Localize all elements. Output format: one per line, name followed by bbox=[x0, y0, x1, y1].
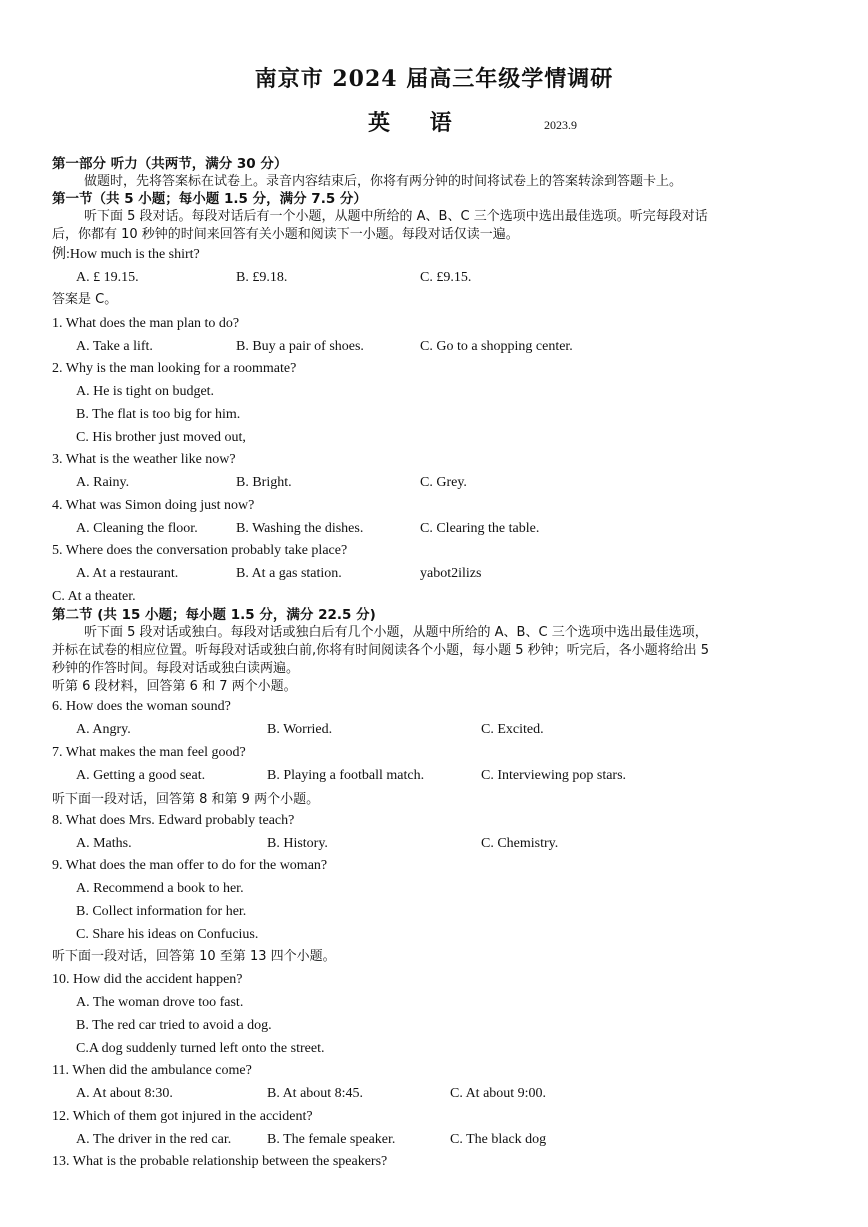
q5-option-a: A. At a restaurant. bbox=[76, 566, 179, 581]
question-3: 3. What is the weather like now? bbox=[52, 452, 236, 467]
part1-heading: 第一部分 听力（共两节，满分 30 分） bbox=[52, 156, 288, 172]
example-option-a: A. £ 19.15. bbox=[76, 270, 139, 285]
example-option-b: B. £9.18. bbox=[236, 270, 288, 285]
section2-instruction-line2: 并标在试卷的相应位置。听每段对话或独白前,你将有时间阅读各个小题，每小题 5 秒钟；听完后，各小题将给出 5 bbox=[52, 643, 710, 658]
q6-option-b: B. Worried. bbox=[267, 722, 333, 737]
q6-option-a: A. Angry. bbox=[76, 722, 131, 737]
q8-option-a: A. Maths. bbox=[76, 836, 132, 851]
question-8: 8. What does Mrs. Edward probably teach? bbox=[52, 813, 295, 828]
question-9: 9. What does the man offer to do for the woman? bbox=[52, 858, 328, 873]
q9-option-b: B. Collect information for her. bbox=[76, 904, 247, 919]
q5-stray-mark: yabot2ilizs bbox=[420, 566, 482, 581]
q10-option-a: A. The woman drove too fast. bbox=[76, 995, 244, 1010]
question-6: 6. How does the woman sound? bbox=[52, 699, 231, 714]
example-option-c: C. £9.15. bbox=[420, 270, 472, 285]
q11-option-a: A. At about 8:30. bbox=[76, 1086, 173, 1101]
q4-option-c: C. Clearing the table. bbox=[420, 521, 540, 536]
q4-option-b: B. Washing the dishes. bbox=[236, 521, 364, 536]
q10-option-b: B. The red car tried to avoid a dog. bbox=[76, 1018, 272, 1033]
q5-option-b: B. At a gas station. bbox=[236, 566, 342, 581]
question-10: 10. How did the accident happen? bbox=[52, 972, 243, 987]
q12-option-b: B. The female speaker. bbox=[267, 1132, 396, 1147]
q9-option-a: A. Recommend a book to her. bbox=[76, 881, 244, 896]
example-question: 例:How much is the shirt? bbox=[52, 247, 200, 262]
question-2: 2. Why is the man looking for a roommate? bbox=[52, 361, 297, 376]
question-5: 5. Where does the conversation probably take place? bbox=[52, 543, 348, 558]
section1-heading: 第一节（共 5 小题；每小题 1.5 分，满分 7.5 分） bbox=[52, 191, 367, 207]
q12-option-a: A. The driver in the red car. bbox=[76, 1132, 232, 1147]
q11-option-b: B. At about 8:45. bbox=[267, 1086, 364, 1101]
q1-option-a: A. Take a lift. bbox=[76, 339, 153, 354]
question-7: 7. What makes the man feel good? bbox=[52, 745, 246, 760]
question-11: 11. When did the ambulance come? bbox=[52, 1063, 252, 1078]
q1-option-b: B. Buy a pair of shoes. bbox=[236, 339, 364, 354]
q5-option-c: C. At a theater. bbox=[52, 589, 136, 604]
q11-option-c: C. At about 9:00. bbox=[450, 1086, 547, 1101]
example-answer: 答案是 C。 bbox=[52, 292, 118, 307]
question-4: 4. What was Simon doing just now? bbox=[52, 498, 255, 513]
q8-option-b: B. History. bbox=[267, 836, 328, 851]
q9-option-c: C. Share his ideas on Confucius. bbox=[76, 927, 259, 942]
group-1-instruction: 听第 6 段材料，回答第 6 和 7 两个小题。 bbox=[52, 679, 297, 694]
q4-option-a: A. Cleaning the floor. bbox=[76, 521, 198, 536]
group-2-instruction: 听下面一段对话，回答第 8 和第 9 两个小题。 bbox=[52, 792, 320, 807]
q7-option-b: B. Playing a football match. bbox=[267, 768, 425, 783]
question-12: 12. Which of them got injured in the accident? bbox=[52, 1109, 313, 1124]
q6-option-c: C. Excited. bbox=[481, 722, 544, 737]
exam-title: 南京市 2024 届高三年级学情调研 bbox=[254, 66, 614, 92]
section2-instruction-line3: 秒钟的作答时间。每段对话或独白读两遍。 bbox=[52, 661, 300, 676]
question-1: 1. What does the man plan to do? bbox=[52, 316, 240, 331]
q10-option-c: C.A dog suddenly turned left onto the street. bbox=[76, 1041, 325, 1056]
section1-instruction-line1: 听下面 5 段对话。每段对话后有一个小题，从题中所给的 A、B、C 三个选项中选出最佳选项。听完每段对话 bbox=[84, 209, 708, 224]
group-3-instruction: 听下面一段对话，回答第 10 至第 13 四个小题。 bbox=[52, 949, 336, 964]
section1-instruction-line2: 后，你都有 10 秒钟的时间来回答有关小题和阅读下一小题。每段对话仅读一遍。 bbox=[52, 227, 519, 242]
q3-option-c: C. Grey. bbox=[420, 475, 467, 490]
question-13: 13. What is the probable relationship between the speakers? bbox=[52, 1154, 388, 1169]
q7-option-a: A. Getting a good seat. bbox=[76, 768, 206, 783]
subject-title: 英 语 bbox=[368, 110, 468, 136]
q8-option-c: C. Chemistry. bbox=[481, 836, 559, 851]
exam-date: 2023.9 bbox=[544, 118, 577, 132]
q1-option-c: C. Go to a shopping center. bbox=[420, 339, 573, 354]
q7-option-c: C. Interviewing pop stars. bbox=[481, 768, 627, 783]
part1-instruction: 做题时，先将答案标在试卷上。录音内容结束后，你将有两分钟的时间将试卷上的答案转涂到答题卡上。 bbox=[84, 174, 683, 189]
q3-option-b: B. Bright. bbox=[236, 475, 292, 490]
q2-option-c: C. His brother just moved out, bbox=[76, 430, 246, 445]
q2-option-b: B. The flat is too big for him. bbox=[76, 407, 241, 422]
q12-option-c: C. The black dog bbox=[450, 1132, 547, 1147]
q3-option-a: A. Rainy. bbox=[76, 475, 130, 490]
q2-option-a: A. He is tight on budget. bbox=[76, 384, 215, 399]
section2-instruction-line1: 听下面 5 段对话或独白。每段对话或独白后有几个小题，从题中所给的 A、B、C 三个选项中选出最佳选项， bbox=[84, 625, 708, 640]
section2-heading: 第二节 (共 15 小题；每小题 1.5 分，满分 22.5 分) bbox=[52, 607, 376, 623]
